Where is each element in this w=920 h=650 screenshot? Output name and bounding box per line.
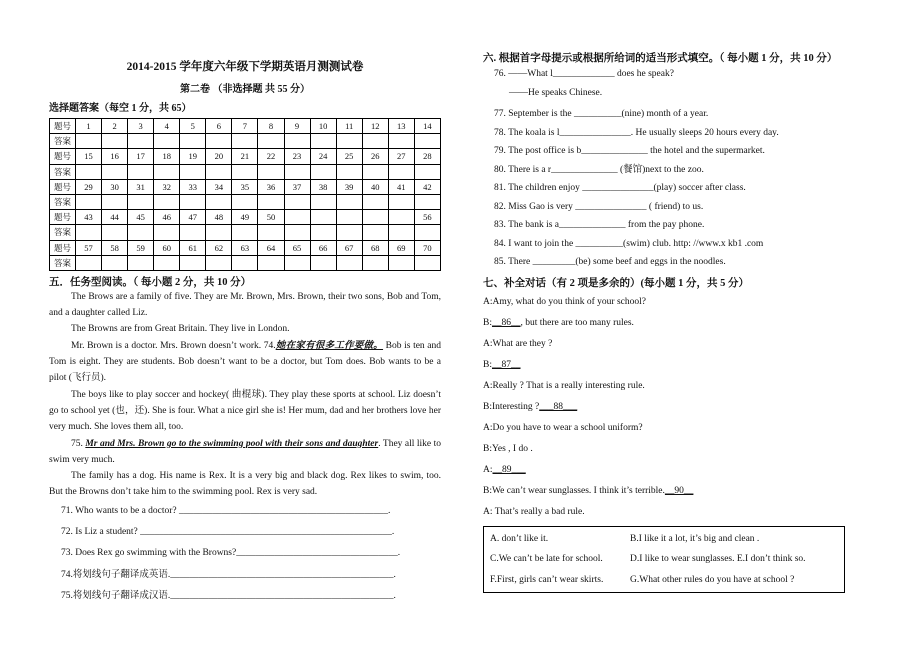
answer-table-cell: 38 <box>310 179 336 194</box>
answer-table-cell: 14 <box>414 119 440 134</box>
fill-blank-item: 85. There _________(be) some beef and eggs in the noodles. <box>494 257 726 267</box>
answer-table-cell: 12 <box>362 119 388 134</box>
answer-table-cell <box>362 134 388 149</box>
answer-table-cell: 25 <box>336 149 362 164</box>
answer-table-cell <box>284 194 310 209</box>
answer-table-cell <box>128 255 154 270</box>
section5-heading: 五．任务型阅读。（ 每小题 2 分，共 10 分） <box>49 276 252 288</box>
answer-table-cell <box>232 225 258 240</box>
section6-heading: 六. 根据首字母提示或根据所给词的适当形式填空。（ 每小题 1 分，共 10 分） <box>483 53 838 64</box>
answer-table-cell <box>128 225 154 240</box>
answer-table-cell <box>232 194 258 209</box>
reading-text: 75. <box>71 438 86 449</box>
blank-90: __90__ <box>664 485 694 496</box>
answer-table-cell <box>284 210 310 225</box>
answer-table-cell <box>284 225 310 240</box>
answer-table-cell <box>336 210 362 225</box>
answer-table-cell <box>154 255 180 270</box>
reading-question: 73. Does Rex go swimming with the Browns?__________________________________. <box>61 548 401 559</box>
answer-table-cell: 45 <box>128 210 154 225</box>
dialogue-line <box>483 481 863 502</box>
answer-table-cell: 6 <box>206 119 232 134</box>
answer-table-cell: 29 <box>76 179 102 194</box>
answer-table-cell <box>310 134 336 149</box>
reading-question: 74.将划线句子翻译成英语._______________________________________________. <box>61 569 396 580</box>
answer-table-cell <box>102 194 128 209</box>
answer-table-cell: 56 <box>414 210 440 225</box>
answer-table-cell <box>362 164 388 179</box>
answer-table-cell: 47 <box>180 210 206 225</box>
answer-table-cell <box>284 134 310 149</box>
answer-table-cell <box>310 225 336 240</box>
answer-table-cell: 61 <box>180 240 206 255</box>
answer-table-cell: 31 <box>128 179 154 194</box>
answer-table-cell <box>310 194 336 209</box>
answer-table-cell <box>310 255 336 270</box>
answer-table-cell: 7 <box>232 119 258 134</box>
answer-table <box>49 118 441 271</box>
dialogue-text: B:We can’t wear sunglasses. I think it’s terrible. <box>483 485 665 496</box>
answer-table-cell: 42 <box>414 179 440 194</box>
answer-table-cell: 20 <box>206 149 232 164</box>
answer-table-cell <box>232 134 258 149</box>
reading-questions <box>49 501 441 607</box>
fill-blank-item: 84. I want to join the __________(swim) club. http: //www.x kb1 .com <box>494 238 764 249</box>
dialogue-line: A:Really ? That is a really interesting rule. <box>483 380 645 391</box>
fill-blank-item: 77. September is the __________(nine) month of a year. <box>494 109 709 119</box>
answer-table-cell <box>154 225 180 240</box>
reading-question: 72. Is Liz a student? _____________________________________________________. <box>61 527 395 538</box>
fill-blank-item: 79. The post office is b______________ the hotel and the supermarket. <box>494 146 765 156</box>
answer-table-cell <box>76 134 102 149</box>
answer-table-cell: 34 <box>206 179 232 194</box>
answer-table-cell <box>206 134 232 149</box>
answer-table-cell <box>206 255 232 270</box>
answer-table-cell <box>102 255 128 270</box>
answer-table-cell: 40 <box>362 179 388 194</box>
answer-table-cell <box>310 164 336 179</box>
answer-table-cell: 69 <box>388 240 414 255</box>
answer-table-cell <box>206 164 232 179</box>
answer-table-cell <box>180 255 206 270</box>
answer-table-cell: 39 <box>336 179 362 194</box>
answer-table-cell <box>154 134 180 149</box>
reading-text: . They all like to swim very much. <box>49 438 441 465</box>
answer-table-row-label: 题号 <box>50 119 76 134</box>
answer-table-cell <box>76 255 102 270</box>
answer-table-row <box>50 255 441 270</box>
reading-question: 71. Who wants to be a doctor? ____________________________________________. <box>61 505 391 516</box>
blank-89: __89___ <box>492 464 526 475</box>
answer-table-label: 选择题答案（每空 1 分，共 65） <box>49 103 192 114</box>
answer-table-cell <box>388 164 414 179</box>
answer-table-cell: 19 <box>180 149 206 164</box>
answer-table-cell <box>414 194 440 209</box>
answer-table-cell: 11 <box>336 119 362 134</box>
answer-table-cell: 15 <box>76 149 102 164</box>
answer-table-cell <box>258 225 284 240</box>
answer-table-cell <box>258 194 284 209</box>
answer-table-row <box>50 210 441 225</box>
answer-table-cell <box>310 210 336 225</box>
answer-table-cell <box>362 210 388 225</box>
reading-text: Bob is ten and Tom is eight. They are students. Bob doesn’t want to be a doctor, but Tom does. Bob wants to be a pilot (飞行员). <box>49 340 442 384</box>
underlined-sentence-75: Mr and Mrs. Brown go to the swimming pool with their sons and daughter <box>85 438 379 449</box>
answer-table-cell: 21 <box>232 149 258 164</box>
answer-table-cell <box>128 134 154 149</box>
answer-table-cell: 44 <box>102 210 128 225</box>
answer-table-cell <box>180 194 206 209</box>
answer-table-cell: 70 <box>414 240 440 255</box>
answer-table-cell: 24 <box>310 149 336 164</box>
blank-86: __86__ <box>491 317 521 328</box>
answer-table-cell <box>362 225 388 240</box>
fill-blank-item: 80. There is a r______________ (餐馆)next to the zoo. <box>494 164 704 175</box>
options-row <box>484 570 844 591</box>
speaker-text: B: <box>483 317 492 328</box>
answer-table-cell <box>206 225 232 240</box>
answer-table-cell <box>128 164 154 179</box>
answer-table-cell: 46 <box>154 210 180 225</box>
answer-table-cell: 18 <box>154 149 180 164</box>
answer-table-cell: 35 <box>232 179 258 194</box>
answer-table-cell: 5 <box>180 119 206 134</box>
reading-paragraph-3 <box>49 338 441 387</box>
dialogue-line: A:Do you have to wear a school uniform? <box>483 422 643 433</box>
answer-table-cell: 8 <box>258 119 284 134</box>
answer-table-cell <box>388 134 414 149</box>
answer-table-cell <box>206 194 232 209</box>
dialogue-line <box>483 355 863 376</box>
reading-paragraph-4: The boys like to play soccer and hockey( 曲棍球). They play these sports at school. Liz doesn’t go to school yet (也，还). She is four. What a nice girl she is! Her mum, dad and her brothers love her very much. She loves them all, too. <box>49 389 441 433</box>
option-choice: C.We can’t be late for school. <box>490 554 603 564</box>
answer-table-row-label: 答案 <box>50 164 76 179</box>
right-column <box>483 50 863 593</box>
dialogue <box>483 292 863 523</box>
answer-table-cell: 49 <box>232 210 258 225</box>
fill-blank-item: 83. The bank is a______________ from the pay phone. <box>494 220 705 230</box>
answer-table-cell: 16 <box>102 149 128 164</box>
dialogue-line: A: That’s really a bad rule. <box>483 506 585 517</box>
dialogue-line <box>483 397 863 418</box>
option-choice: F.First, girls can’t wear skirts. <box>490 574 604 585</box>
answer-table-cell <box>388 210 414 225</box>
answer-table-cell <box>284 164 310 179</box>
question-76a: 76. ——What l_____________ does he speak? <box>494 69 674 79</box>
reading-paragraph-6: The family has a dog. His name is Rex. It is a very big and black dog. Rex likes to swim, too. But the Browns don’t take him to the swimming pool. Rex is very sad. <box>49 471 441 498</box>
answer-table-cell <box>388 194 414 209</box>
answer-table-cell <box>336 255 362 270</box>
answer-table-cell <box>154 164 180 179</box>
answer-table-cell: 48 <box>206 210 232 225</box>
answer-table-cell: 67 <box>336 240 362 255</box>
dialogue-line: A:Amy, what do you think of your school? <box>483 296 646 307</box>
answer-table-cell <box>388 225 414 240</box>
answer-table-cell <box>76 225 102 240</box>
answer-table-cell: 41 <box>388 179 414 194</box>
answer-table-row <box>50 194 441 209</box>
option-choice: D.I like to wear sunglasses. E.I don’t think so. <box>630 554 806 564</box>
answer-table-cell <box>180 225 206 240</box>
answer-table-cell: 50 <box>258 210 284 225</box>
answer-table-cell <box>102 225 128 240</box>
answer-table-row <box>50 225 441 240</box>
answer-table-cell: 10 <box>310 119 336 134</box>
answer-table-cell <box>232 255 258 270</box>
answer-table-cell: 1 <box>76 119 102 134</box>
answer-table-cell <box>76 164 102 179</box>
answer-table-row-label: 答案 <box>50 134 76 149</box>
reading-paragraph-1: The Brows are a family of five. They are Mr. Brown, Mrs. Brown, their two sons, Bob and Tom, and a daughter called Liz. <box>49 291 441 319</box>
answer-table-row-label: 题号 <box>50 240 76 255</box>
answer-table-row <box>50 164 441 179</box>
answer-table-row-label: 答案 <box>50 255 76 270</box>
answer-table-cell: 60 <box>154 240 180 255</box>
answer-table-cell <box>102 164 128 179</box>
answer-table-row-label: 题号 <box>50 179 76 194</box>
answer-table-cell: 28 <box>414 149 440 164</box>
answer-table-cell <box>414 255 440 270</box>
answer-table-row-label: 答案 <box>50 194 76 209</box>
options-row <box>484 549 844 570</box>
fill-blank-item: 81. The children enjoy _______________(play) soccer after class. <box>494 183 746 193</box>
blank-87: __87__ <box>491 359 521 370</box>
options-row <box>484 529 844 550</box>
option-choice: B.I like it a lot, it’s big and clean . <box>630 533 760 544</box>
option-choice: A. don’t like it. <box>490 533 549 544</box>
answer-table-cell <box>154 194 180 209</box>
answer-table-cell <box>388 255 414 270</box>
answer-table-cell <box>336 194 362 209</box>
option-choice: G.What other rules do you have at school ? <box>630 574 795 585</box>
answer-table-row <box>50 119 441 134</box>
answer-table-cell <box>258 134 284 149</box>
answer-table-row <box>50 134 441 149</box>
answer-table-cell <box>414 164 440 179</box>
answer-table-cell: 23 <box>284 149 310 164</box>
dialogue-line <box>483 313 863 334</box>
answer-table-cell: 63 <box>232 240 258 255</box>
answer-table-cell: 22 <box>258 149 284 164</box>
answer-table-cell <box>258 255 284 270</box>
question-76b: ——He speaks Chinese. <box>509 87 603 98</box>
answer-table-cell: 62 <box>206 240 232 255</box>
answer-table-row <box>50 179 441 194</box>
answer-table-row-label: 题号 <box>50 210 76 225</box>
reading-question: 75.将划线句子翻译成汉语._______________________________________________. <box>61 590 396 601</box>
answer-table-cell: 65 <box>284 240 310 255</box>
answer-table-cell: 26 <box>362 149 388 164</box>
answer-table-cell: 13 <box>388 119 414 134</box>
answer-table-cell: 37 <box>284 179 310 194</box>
dialogue-text: , but there are too many rules. <box>520 317 634 328</box>
page-title: 2014-2015 学年度六年级下学期英语月测测试卷 <box>126 61 364 73</box>
answer-table-cell <box>362 255 388 270</box>
speaker-text: B: <box>483 359 492 370</box>
answer-table-cell: 43 <box>76 210 102 225</box>
answer-table-row <box>50 149 441 164</box>
page-subtitle: 第二卷 （非选择题 共 55 分） <box>180 84 310 95</box>
blank-88: ___88___ <box>539 401 578 412</box>
answer-table-cell: 36 <box>258 179 284 194</box>
answer-table-cell: 4 <box>154 119 180 134</box>
answer-table-cell: 3 <box>128 119 154 134</box>
answer-table-cell <box>336 225 362 240</box>
answer-table-cell <box>128 194 154 209</box>
answer-table-cell: 30 <box>102 179 128 194</box>
fill-blank-item: 82. Miss Gao is very _______________ ( friend) to us. <box>494 201 704 212</box>
reading-paragraph-5 <box>49 436 441 469</box>
answer-table-cell <box>336 164 362 179</box>
answer-table-cell <box>414 225 440 240</box>
reading-paragraph-2: The Browns are from Great Britain. They live in London. <box>71 324 290 335</box>
dialogue-line <box>483 460 863 481</box>
answer-table-cell: 33 <box>180 179 206 194</box>
dialogue-line: A:What are they ? <box>483 338 553 349</box>
answer-table-cell <box>76 194 102 209</box>
answer-table-cell: 68 <box>362 240 388 255</box>
answer-table-cell <box>180 164 206 179</box>
answer-table-cell <box>258 164 284 179</box>
dialogue-text: B:Interesting ? <box>483 401 540 412</box>
answer-table-cell: 32 <box>154 179 180 194</box>
answer-table-cell <box>102 134 128 149</box>
options-box <box>483 526 845 594</box>
answer-table-cell: 59 <box>128 240 154 255</box>
answer-table-cell: 57 <box>76 240 102 255</box>
speaker-text: A: <box>483 464 493 475</box>
answer-table-cell <box>336 134 362 149</box>
answer-table-cell: 66 <box>310 240 336 255</box>
answer-table-cell: 27 <box>388 149 414 164</box>
answer-table-cell <box>414 134 440 149</box>
section7-heading: 七、补全对话（有 2 项是多余的）(每小题 1 分，共 5 分） <box>483 277 749 289</box>
answer-table-cell: 64 <box>258 240 284 255</box>
fill-blank-item: 78. The koala is l_______________. He usually sleeps 20 hours every day. <box>494 127 779 138</box>
answer-table-cell: 2 <box>102 119 128 134</box>
underlined-sentence-74: 她在家有很多工作要做。 <box>275 340 384 351</box>
answer-table-cell: 9 <box>284 119 310 134</box>
answer-table-cell <box>232 164 258 179</box>
answer-table-cell <box>180 134 206 149</box>
left-column <box>49 52 441 607</box>
answer-table-cell: 58 <box>102 240 128 255</box>
dialogue-line: B:Yes , I do . <box>483 443 533 454</box>
answer-table-row <box>50 240 441 255</box>
answer-table-cell: 17 <box>128 149 154 164</box>
fill-blank-list <box>483 105 863 272</box>
answer-table-cell <box>362 194 388 209</box>
answer-table-row-label: 答案 <box>50 225 76 240</box>
reading-text: Mr. Brown is a doctor. Mrs. Brown doesn’t work. 74. <box>71 340 276 351</box>
answer-table-row-label: 题号 <box>50 149 76 164</box>
answer-table-cell <box>284 255 310 270</box>
